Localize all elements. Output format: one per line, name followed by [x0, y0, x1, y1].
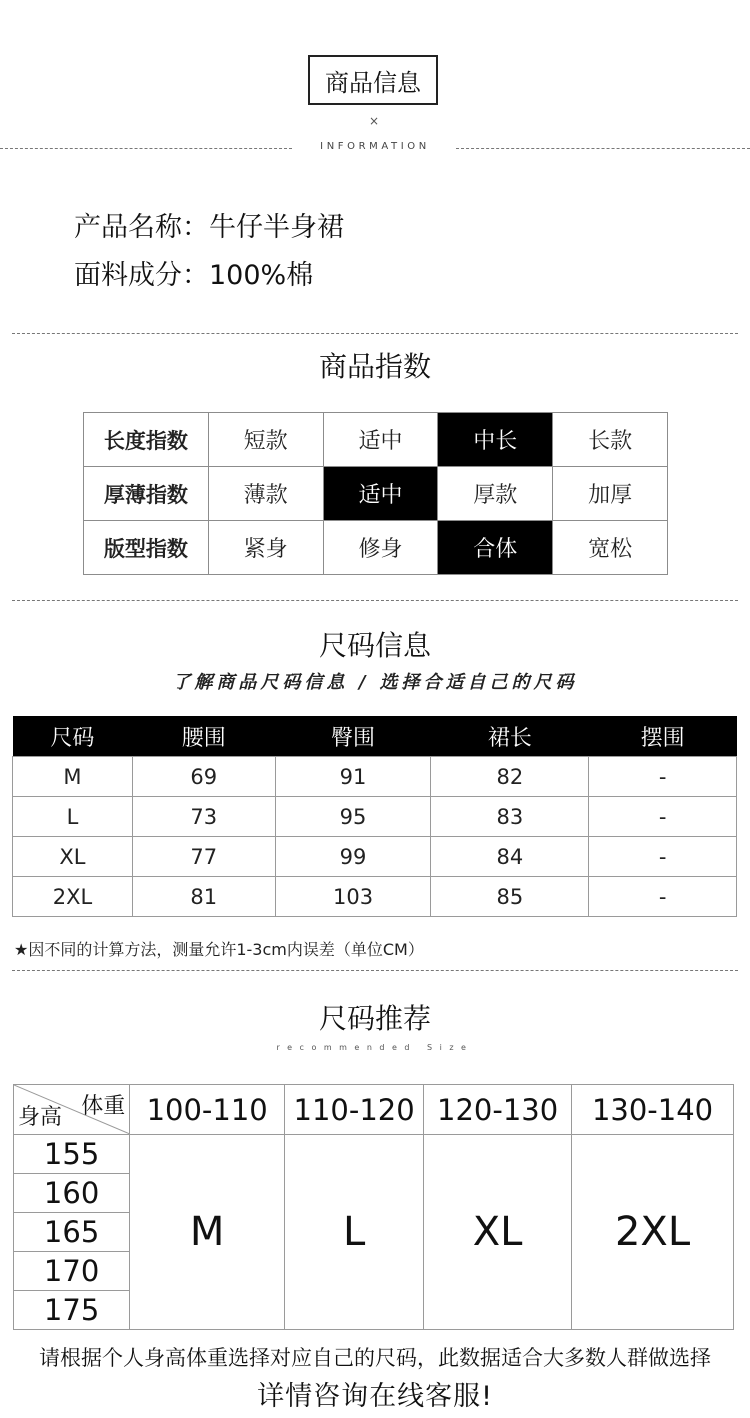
size-cell: -: [589, 797, 737, 837]
index-row: [84, 521, 668, 575]
recommend-table: [13, 1084, 734, 1330]
size-cell: 103: [275, 877, 431, 917]
corner-cell: [14, 1085, 130, 1135]
size-cell: 73: [132, 797, 275, 837]
size-cell: 99: [275, 837, 431, 877]
index-table: [83, 412, 668, 575]
index-option-selected: 适中: [323, 467, 438, 521]
index-label: 厚薄指数: [84, 467, 209, 521]
size-cell: -: [589, 837, 737, 877]
index-option: 紧身: [208, 521, 323, 575]
recommended-size-cell: M: [130, 1135, 285, 1330]
recommended-size-cell: XL: [424, 1135, 572, 1330]
height-cell: 170: [14, 1252, 130, 1291]
index-option: 宽松: [553, 521, 668, 575]
section-divider: [12, 970, 738, 971]
size-cell: 95: [275, 797, 431, 837]
size-cell: 69: [132, 757, 275, 797]
size-cell: -: [589, 877, 737, 917]
height-cell: 165: [14, 1213, 130, 1252]
weight-header-cell: 130-140: [572, 1085, 734, 1135]
size-cell: 85: [431, 877, 589, 917]
weight-header-cell: 100-110: [130, 1085, 285, 1135]
size-cell: 81: [132, 877, 275, 917]
section-divider: [12, 600, 738, 601]
size-section-title: 尺码信息: [318, 629, 431, 662]
table-row: [13, 837, 737, 877]
size-header-cell: 裙长: [431, 716, 589, 757]
size-header-cell: 摆围: [589, 716, 737, 757]
recommend-section-title: 尺码推荐: [318, 1002, 431, 1035]
size-cell: M: [13, 757, 133, 797]
product-name: 产品名称：牛仔半身裙: [74, 212, 344, 243]
table-row: [13, 757, 737, 797]
index-label: 长度指数: [84, 413, 209, 467]
size-cell: 83: [431, 797, 589, 837]
size-header-cell: 尺码: [13, 716, 133, 757]
index-option: 厚款: [438, 467, 553, 521]
size-cell: 91: [275, 757, 431, 797]
footer-advice: 请根据个人身高体重选择对应自己的尺码，此数据适合大多数人群做选择: [39, 1346, 711, 1370]
table-row: [13, 797, 737, 837]
footer-contact: 详情咨询在线客服!: [257, 1381, 493, 1412]
height-cell: 155: [14, 1135, 130, 1174]
height-cell: 160: [14, 1174, 130, 1213]
information-subtitle: INFORMATION: [320, 141, 430, 152]
measurement-note: ★因不同的计算方法，测量允许1-3cm内误差（单位CM）: [14, 940, 424, 959]
weight-header-cell: 120-130: [424, 1085, 572, 1135]
size-section-subtitle: 了解商品尺码信息 / 选择合适自己的尺码: [172, 672, 578, 693]
page-title: 商品信息: [308, 55, 438, 105]
cross-icon: ×: [368, 114, 380, 128]
index-row: [84, 413, 668, 467]
index-row: [84, 467, 668, 521]
height-cell: 175: [14, 1291, 130, 1330]
weight-axis-label: 体重: [81, 1094, 126, 1119]
size-table: [12, 716, 737, 917]
height-row: [14, 1135, 734, 1174]
weight-header-cell: 110-120: [285, 1085, 424, 1135]
size-header-cell: 臀围: [275, 716, 431, 757]
section-divider: [12, 333, 738, 334]
index-option-selected: 中长: [438, 413, 553, 467]
recommended-size-cell: 2XL: [572, 1135, 734, 1330]
size-cell: 82: [431, 757, 589, 797]
divider-right: [456, 148, 750, 149]
index-section-title: 商品指数: [318, 350, 431, 383]
index-option: 适中: [323, 413, 438, 467]
size-header-cell: 腰围: [132, 716, 275, 757]
index-label: 版型指数: [84, 521, 209, 575]
height-axis-label: 身高: [18, 1105, 63, 1130]
size-cell: 77: [132, 837, 275, 877]
index-option: 修身: [323, 521, 438, 575]
recommend-section-subtitle: recommended Size: [276, 1043, 474, 1052]
table-row: [13, 877, 737, 917]
index-option: 长款: [553, 413, 668, 467]
size-cell: -: [589, 757, 737, 797]
size-cell: L: [13, 797, 133, 837]
index-option: 薄款: [208, 467, 323, 521]
index-option: 短款: [208, 413, 323, 467]
size-cell: 84: [431, 837, 589, 877]
size-cell: XL: [13, 837, 133, 877]
index-option: 加厚: [553, 467, 668, 521]
product-material: 面料成分：100%棉: [74, 260, 314, 291]
size-cell: 2XL: [13, 877, 133, 917]
divider-left: [0, 148, 292, 149]
recommended-size-cell: L: [285, 1135, 424, 1330]
index-option-selected: 合体: [438, 521, 553, 575]
